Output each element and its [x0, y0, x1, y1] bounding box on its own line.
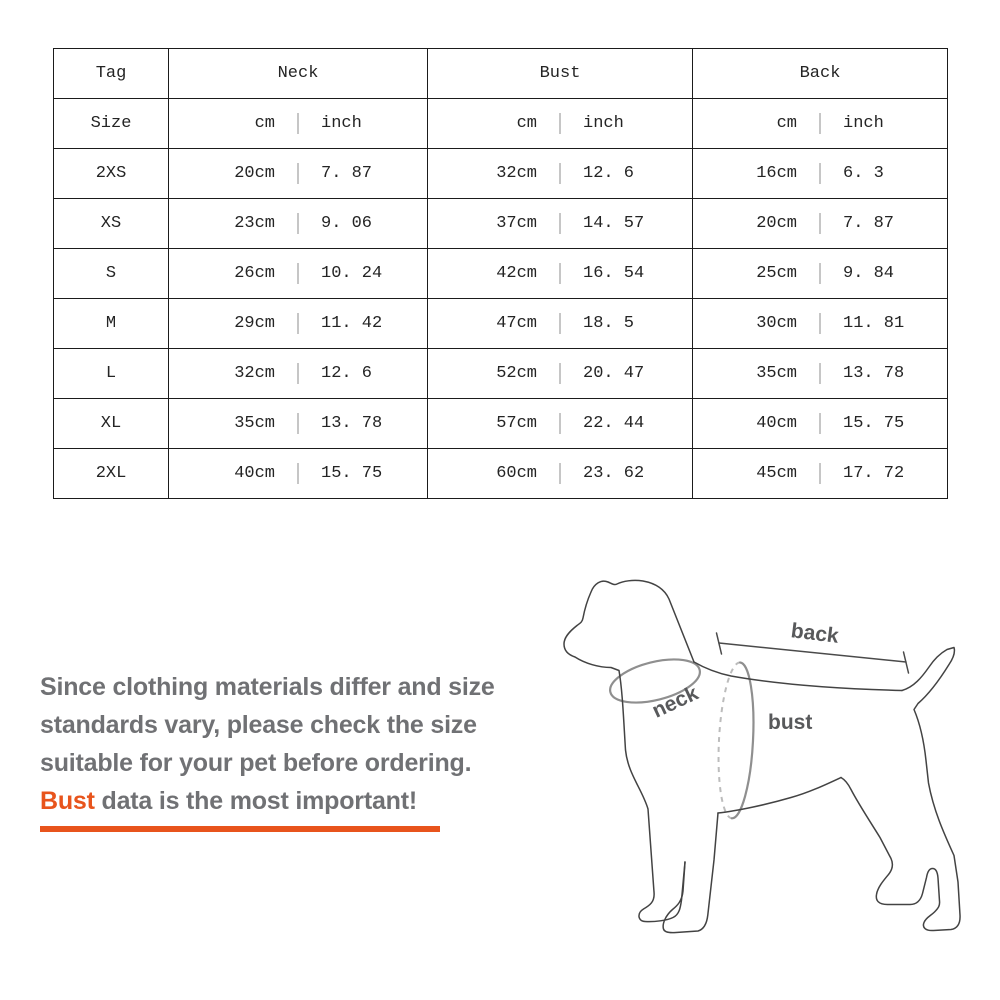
value-inch: 15. 75: [843, 414, 905, 433]
table-row: [54, 199, 948, 249]
value-cm: 20cm: [234, 164, 275, 183]
back-label: back: [789, 619, 840, 648]
size-cell: XS: [54, 199, 169, 249]
bust-cell: [428, 399, 693, 449]
neck-cell: [169, 399, 428, 449]
back-cell: [693, 249, 948, 299]
dog-head-outline: [564, 580, 694, 921]
neck-label: neck: [648, 681, 702, 723]
unit-cell-bust: [428, 99, 693, 149]
value-inch: 13. 78: [843, 364, 905, 383]
bust-cell: [428, 299, 693, 349]
neck-cell: [169, 349, 428, 399]
value-inch: 13. 78: [321, 414, 383, 433]
value-cm: 20cm: [756, 214, 797, 233]
size-cell: 2XL: [54, 449, 169, 499]
header-row-groups: [54, 49, 948, 99]
note-line-highlighted: [40, 782, 540, 820]
value-cm: 40cm: [234, 464, 275, 483]
value-inch: 9. 84: [843, 264, 895, 283]
size-cell: XL: [54, 399, 169, 449]
size-cell: S: [54, 249, 169, 299]
header-row-units: [54, 99, 948, 149]
value-cm: 35cm: [756, 364, 797, 383]
neck-cell: [169, 299, 428, 349]
value-cm: 47cm: [496, 314, 537, 333]
unit-cm-label: cm: [516, 114, 537, 133]
value-inch: 6. 3: [843, 164, 884, 183]
size-cell: L: [54, 349, 169, 399]
back-cell: [693, 399, 948, 449]
value-inch: 16. 54: [583, 264, 645, 283]
bust-girth-dashed-arc: [719, 662, 741, 818]
dog-far-front-leg: [663, 813, 718, 933]
value-cm: 60cm: [496, 464, 537, 483]
group-header-back: Back: [693, 49, 948, 99]
value-inch: 11. 81: [843, 314, 905, 333]
bust-girth-ellipse: [732, 663, 754, 819]
bust-cell: [428, 449, 693, 499]
table-row: [54, 249, 948, 299]
value-cm: 42cm: [496, 264, 537, 283]
value-inch: 22. 44: [583, 414, 645, 433]
table-row: [54, 299, 948, 349]
unit-inch-label: inch: [843, 114, 884, 133]
table-row: [54, 449, 948, 499]
value-inch: 11. 42: [321, 314, 383, 333]
value-cm: 35cm: [234, 414, 275, 433]
note-line: standards vary, please check the size: [40, 711, 477, 739]
table-row: [54, 399, 948, 449]
back-cell: [693, 199, 948, 249]
bust-label: bust: [768, 711, 813, 734]
bust-cell: [428, 249, 693, 299]
unit-cell-neck: [169, 99, 428, 149]
value-cm: 25cm: [756, 264, 797, 283]
value-inch: 23. 62: [583, 464, 645, 483]
note-paragraph: [40, 668, 540, 820]
table-row: [54, 149, 948, 199]
value-inch: 20. 47: [583, 364, 645, 383]
value-inch: 10. 24: [321, 264, 383, 283]
value-cm: 23cm: [234, 214, 275, 233]
value-cm: 40cm: [756, 414, 797, 433]
accent-underline: [40, 826, 440, 832]
unit-inch-label: inch: [583, 114, 624, 133]
value-cm: 29cm: [234, 314, 275, 333]
bust-cell: [428, 349, 693, 399]
value-inch: 7. 87: [843, 214, 895, 233]
value-inch: 9. 06: [321, 214, 373, 233]
group-header-neck: Neck: [169, 49, 428, 99]
back-cell: [693, 149, 948, 199]
note-line: suitable for your pet before ordering.: [40, 749, 472, 777]
neck-cell: [169, 449, 428, 499]
back-cell: [693, 299, 948, 349]
size-table: [53, 48, 948, 499]
neck-cell: [169, 199, 428, 249]
size-cell: 2XS: [54, 149, 169, 199]
unit-cm-label: cm: [254, 114, 275, 133]
bust-highlight: Bust: [40, 787, 95, 815]
value-cm: 57cm: [496, 414, 537, 433]
value-inch: 14. 57: [583, 214, 645, 233]
value-cm: 37cm: [496, 214, 537, 233]
neck-cell: [169, 149, 428, 199]
value-inch: 12. 6: [583, 164, 635, 183]
corner-size-cell: Size: [54, 99, 169, 149]
value-cm: 26cm: [234, 264, 275, 283]
back-measure-line: [719, 643, 906, 662]
dog-back-line: [694, 662, 902, 691]
value-cm: 32cm: [496, 164, 537, 183]
dog-belly-line: [718, 778, 841, 814]
back-cell: [693, 449, 948, 499]
group-header-bust: Bust: [428, 49, 693, 99]
note-line-tail: data is the most important!: [94, 787, 417, 815]
value-inch: 15. 75: [321, 464, 383, 483]
value-cm: 32cm: [234, 364, 275, 383]
value-inch: 12. 6: [321, 364, 373, 383]
unit-cm-label: cm: [776, 114, 797, 133]
value-cm: 52cm: [496, 364, 537, 383]
table-row: [54, 349, 948, 399]
bust-cell: [428, 149, 693, 199]
note-line: Since clothing materials differ and size: [40, 673, 495, 701]
corner-tag-cell: Tag: [54, 49, 169, 99]
bust-cell: [428, 199, 693, 249]
value-cm: 30cm: [756, 314, 797, 333]
unit-cell-back: [693, 99, 948, 149]
value-inch: 7. 87: [321, 164, 373, 183]
value-cm: 45cm: [756, 464, 797, 483]
unit-inch-label: inch: [321, 114, 362, 133]
value-inch: 17. 72: [843, 464, 905, 483]
value-inch: 18. 5: [583, 314, 635, 333]
size-cell: M: [54, 299, 169, 349]
back-cell: [693, 349, 948, 399]
value-cm: 16cm: [756, 164, 797, 183]
dog-measurement-diagram: [550, 560, 1000, 952]
neck-cell: [169, 249, 428, 299]
